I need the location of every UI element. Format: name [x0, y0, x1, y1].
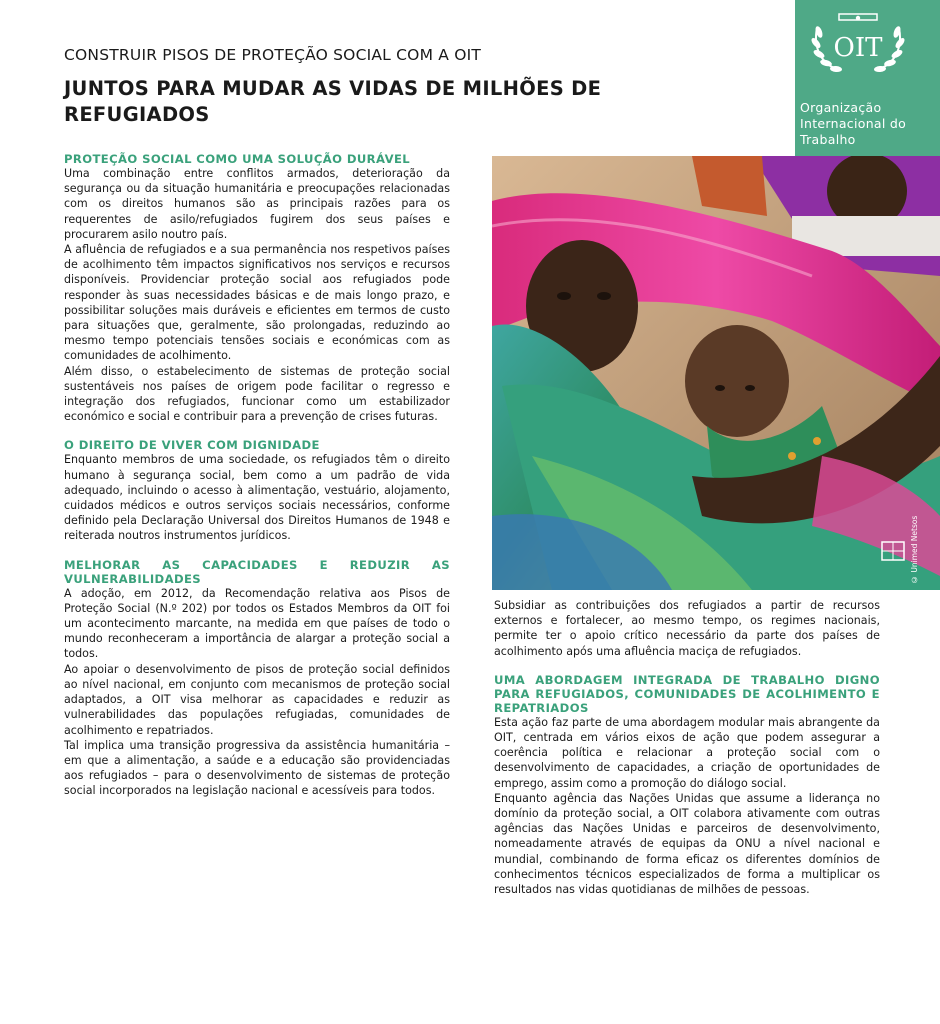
series-kicker: CONSTRUIR PISOS DE PROTEÇÃO SOCIAL COM A OIT [64, 46, 482, 64]
left-column [64, 152, 450, 799]
photo-credit: © Unimed Netsos [910, 515, 919, 584]
photo-illustration [492, 156, 940, 590]
paragraph: Além disso, o estabelecimento de sistemas de proteção social sustentáveis nos países de origem pode facilitar o regresso e integração dos refugiados, funcionar como um estabilizador económico e social e contribuir para a prevenção de crises futuras. [64, 364, 450, 424]
ilo-laurel-emblem-icon [799, 6, 917, 86]
section-heading: MELHORAR AS CAPACIDADES E REDUZIR AS VULNERABILIDADES [64, 557, 450, 586]
section-heading: UMA ABORDAGEM INTEGRADA DE TRABALHO DIGNO PARA REFUGIADOS, COMUNIDADES DE ACOLHIMENTO E REPATRIADOS [494, 672, 880, 715]
paragraph: Tal implica uma transição progressiva da assistência humanitária – em que a alimentação, a saúde e a educação são providenciadas aos refugiados – para o desenvolvimento de sistemas de proteção social incorporados na legislação nacional e acessíveis para todos. [64, 738, 450, 798]
page-title: JUNTOS PARA MUDAR AS VIDAS DE MILHÕES DE REFUGIADOS [64, 77, 602, 126]
paragraph: Uma combinação entre conflitos armados, deterioração da segurança ou da situação humanitária e preocupações relacionadas com os direitos humanos são as principais razões para os requerentes de asilo/refugiados fugirem dos seus países e procurarem asilo noutro país. [64, 167, 450, 241]
paragraph: A afluência de refugiados e a sua permanência nos respetivos países de acolhimento têm impactos significativos nos serviços e recursos disponíveis. Providenciar proteção social aos refugiados pode responder às suas necessidades básicas e de mais longo prazo, e possibilitar soluções mais duráveis e eficientes em termos de custo para situações que, geralmente, são prolongadas, reduzindo ao mesmo tempo potenciais tensões sociais e económicas com as comunidades de acolhimento. [64, 243, 450, 363]
paragraph: A adoção, em 2012, da Recomendação relativa aos Pisos de Proteção Social (N.º 202) por todos os Estados Membros da OIT foi um acontecimento marcante, na medida em que países de todo o mundo reconheceram a importância de alargar a proteção social a todos. [64, 586, 450, 661]
refugee-mother-child-photo [492, 156, 940, 590]
right-column [494, 598, 880, 897]
paragraph: Enquanto membros de uma sociedade, os refugiados têm o direito humano à segurança social, bem como a um padrão de vida adequado, incluindo o acesso à alimentação, vestuário, alojamento, cuidados médicos e outros serviços sociais necessários, conforme definido pela Declaração Universal dos Direitos Humanos de 1948 e reiterada noutros instrumentos jurídicos. [64, 453, 450, 543]
paragraph: Subsidiar as contribuições dos refugiados a partir de recursos externos e fortalecer, ao mesmo tempo, os regimes nacionais, permite ter o apoio crítico necessário da parte dos países de acolhimento após uma afluência maciça de refugiados. [494, 599, 880, 658]
section-heading: O DIREITO DE VIVER COM DIGNIDADE [64, 438, 320, 453]
paragraph: Ao apoiar o desenvolvimento de pisos de proteção social definidos ao nível nacional, em conjunto com mecanismos de proteção social adaptados, a OIT visa melhorar as capacidades e reduzir as vulnerabilidades das populações refugiadas, comunidades de acolhimento e repatriados. [64, 662, 450, 737]
ilo-logo-block [795, 0, 940, 156]
paragraph: Enquanto agência das Nações Unidas que assume a liderança no domínio da proteção social, a OIT colabora ativamente com outras agências das Nações Unidas e parceiros de desenvolvimento, nomeadamente através de equipas da ONU a nível nacional e mundial, combinando de forma eficaz os diferentes domínios de conhecimentos técnicos especializados de forma a multiplicar os resultados nas vidas quotidianas de milhões de pessoas. [494, 791, 880, 897]
section-heading: PROTEÇÃO SOCIAL COMO UMA SOLUÇÃO DURÁVEL [64, 152, 411, 166]
organization-name: Organização Internacional do Trabalho [800, 100, 907, 147]
paragraph: Esta ação faz parte de uma abordagem modular mais abrangente da OIT, centrada em vários eixos de ação que podem assegurar a coerência política e relacionar a proteção social com o desenvolvimento de capacidades, a criação de oportunidades de emprego, assim como a promoção do diálogo social. [494, 715, 880, 790]
ilo-emblem-text: OIT [833, 33, 883, 63]
